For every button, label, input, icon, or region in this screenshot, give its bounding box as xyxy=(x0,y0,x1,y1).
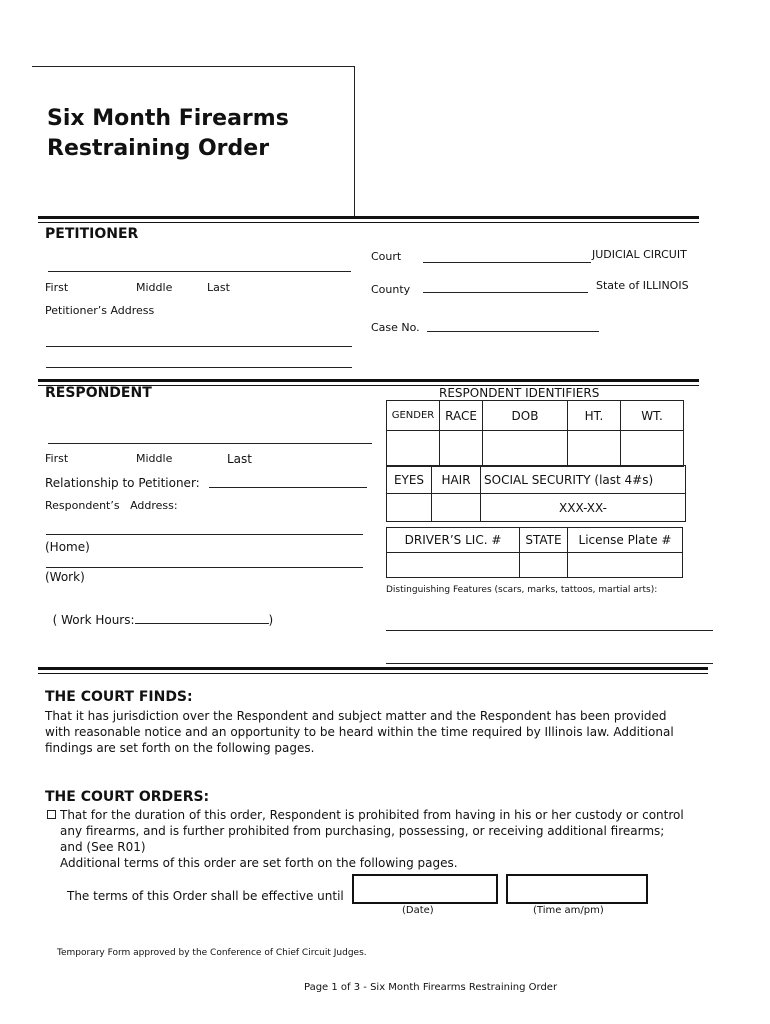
court-orders-line2: any firearms, and is further prohibited from purchasing, possessing, or receiving additional firearms; xyxy=(60,824,665,838)
hair-cell[interactable] xyxy=(432,494,481,522)
respondent-heading: RESPONDENT xyxy=(45,385,152,401)
section-divider-respondent xyxy=(38,379,699,382)
distinguishing-features-field-2[interactable] xyxy=(386,663,713,664)
petitioner-heading: PETITIONER xyxy=(45,226,139,242)
county-label: County xyxy=(371,283,411,296)
court-finds-heading: THE COURT FINDS: xyxy=(45,689,193,705)
ssn-header: SOCIAL SECURITY (last 4#s) xyxy=(481,466,686,494)
court-finds-line2: with reasonable notice and an opportunity to be heard within the time required by Illinois law. Additional xyxy=(45,725,674,739)
height-cell[interactable] xyxy=(568,431,621,467)
petitioner-address-field-1[interactable] xyxy=(46,346,352,347)
drivers-license-cell[interactable] xyxy=(387,553,520,578)
effective-date-field[interactable] xyxy=(352,874,498,904)
eyes-header: EYES xyxy=(387,466,432,494)
judicial-circuit-label: JUDICIAL CIRCUIT xyxy=(592,248,687,261)
court-finds-line3: findings are set forth on the following pages. xyxy=(45,741,315,755)
work-hours-suffix: ) xyxy=(268,613,274,627)
form-title xyxy=(47,104,289,164)
ssn-cell[interactable] xyxy=(481,494,686,522)
court-field[interactable] xyxy=(423,262,591,263)
identifiers-heading: RESPONDENT IDENTIFIERS xyxy=(439,386,600,400)
identifiers-table-row3 xyxy=(386,527,683,578)
dob-header: DOB xyxy=(483,401,568,431)
effective-until-label: The terms of this Order shall be effective until xyxy=(67,889,344,903)
court-orders-line4: Additional terms of this order are set forth on the following pages. xyxy=(60,856,458,870)
height-header: HT. xyxy=(568,401,621,431)
identifiers-table-row2 xyxy=(386,465,686,522)
section-divider-petitioner xyxy=(38,216,699,219)
respondent-first-label: First xyxy=(45,452,69,465)
county-field[interactable] xyxy=(423,292,588,293)
section-divider-findings-thin xyxy=(38,673,708,674)
respondent-name-field[interactable] xyxy=(48,443,372,444)
petitioner-address-label: Petitioner’s Address xyxy=(45,304,155,317)
relationship-field[interactable] xyxy=(209,487,367,488)
court-orders-text xyxy=(60,807,684,871)
petitioner-first-label: First xyxy=(45,281,69,294)
title-box-right-border xyxy=(354,66,355,217)
license-plate-cell[interactable] xyxy=(568,553,683,578)
order-checkbox[interactable] xyxy=(47,810,56,819)
court-label: Court xyxy=(371,250,402,263)
form-title-line2: Restraining Order xyxy=(47,136,270,161)
petitioner-name-field[interactable] xyxy=(48,271,351,272)
work-address-field[interactable] xyxy=(46,567,363,568)
court-finds-line1: That it has jurisdiction over the Respondent and subject matter and the Respondent has been provided xyxy=(45,709,667,723)
court-orders-line1: That for the duration of this order, Respondent is prohibited from having in his or her custody or control xyxy=(60,808,684,822)
petitioner-middle-label: Middle xyxy=(136,281,173,294)
page-footer: Page 1 of 3 - Six Month Firearms Restraining Order xyxy=(304,982,558,993)
dob-cell[interactable] xyxy=(483,431,568,467)
eyes-cell[interactable] xyxy=(387,494,432,522)
court-orders-line3: and (See R01) xyxy=(60,840,146,854)
effective-time-field[interactable] xyxy=(506,874,648,904)
state-header: STATE xyxy=(520,528,568,553)
section-divider-findings xyxy=(38,667,708,670)
work-hours-label xyxy=(45,598,273,627)
home-label: (Home) xyxy=(45,540,90,554)
identifiers-table-row1 xyxy=(386,400,684,467)
distinguishing-features-label: Distinguishing Features (scars, marks, tattoos, martial arts): xyxy=(386,585,658,595)
respondent-last-label: Last xyxy=(227,452,252,466)
state-label: State of ILLINOIS xyxy=(596,279,689,292)
gender-header: GENDER xyxy=(387,401,440,431)
work-hours-prefix: ( Work Hours: xyxy=(52,613,135,627)
distinguishing-features-field-1[interactable] xyxy=(386,630,713,631)
section-divider-petitioner-thin xyxy=(38,222,699,223)
race-header: RACE xyxy=(440,401,483,431)
date-label: (Date) xyxy=(402,905,434,916)
work-label: (Work) xyxy=(45,570,85,584)
home-address-field[interactable] xyxy=(46,534,363,535)
respondent-middle-label: Middle xyxy=(136,452,173,465)
court-orders-heading: THE COURT ORDERS: xyxy=(45,789,210,805)
approval-note: Temporary Form approved by the Conference of Chief Circuit Judges. xyxy=(57,948,367,958)
case-number-label: Case No. xyxy=(371,321,420,334)
case-number-field[interactable] xyxy=(427,331,599,332)
court-finds-text xyxy=(45,708,674,756)
petitioner-last-label: Last xyxy=(207,281,230,294)
work-hours-field[interactable] xyxy=(135,612,269,624)
form-title-line1: Six Month Firearms xyxy=(47,106,289,131)
respondent-address-label: Respondent’s Address: xyxy=(45,499,178,512)
ssn-value: XXX-XX- xyxy=(559,500,607,515)
weight-header: WT. xyxy=(621,401,684,431)
race-cell[interactable] xyxy=(440,431,483,467)
hair-header: HAIR xyxy=(432,466,481,494)
relationship-label: Relationship to Petitioner: xyxy=(45,476,200,490)
time-label: (Time am/pm) xyxy=(533,905,604,916)
license-plate-header: License Plate # xyxy=(568,528,683,553)
gender-cell[interactable] xyxy=(387,431,440,467)
title-box-top-border xyxy=(32,66,355,67)
state-cell[interactable] xyxy=(520,553,568,578)
weight-cell[interactable] xyxy=(621,431,684,467)
drivers-license-header: DRIVER’S LIC. # xyxy=(387,528,520,553)
petitioner-address-field-2[interactable] xyxy=(46,367,352,368)
